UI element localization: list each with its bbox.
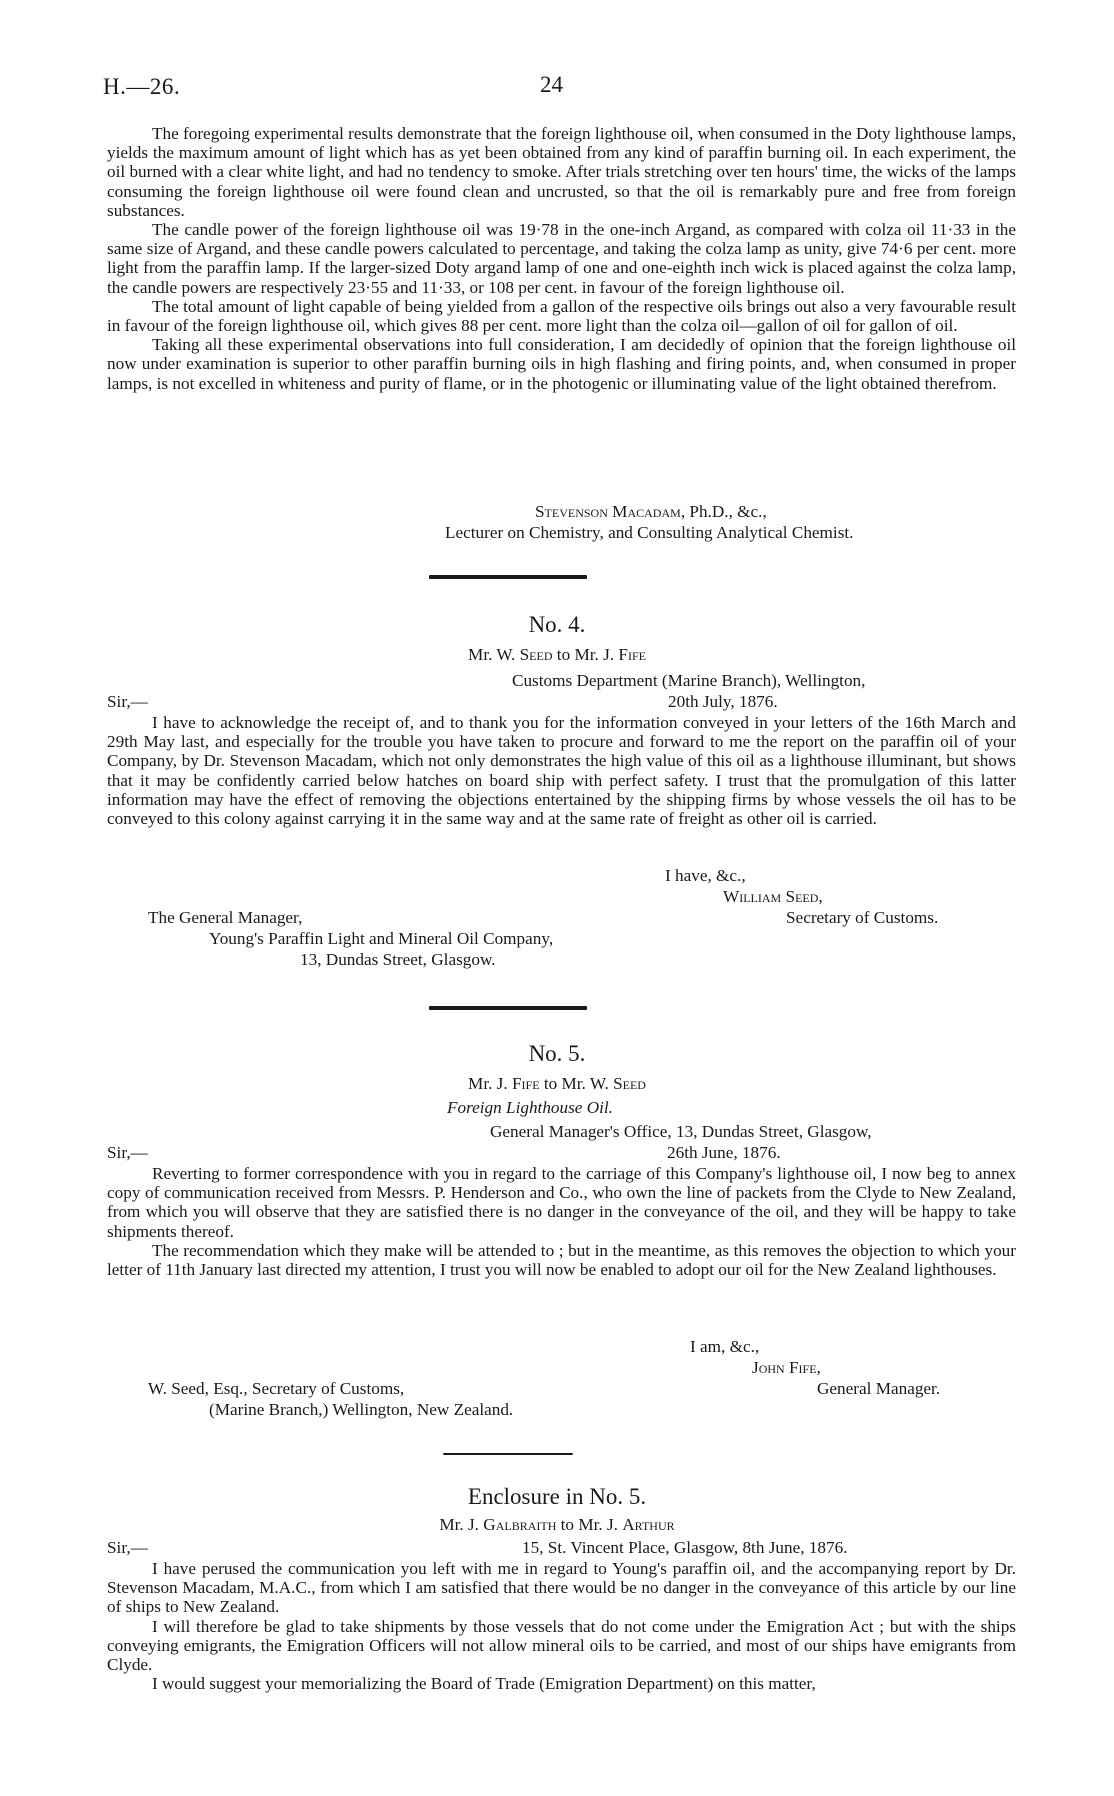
enclosure-address: 15, St. Vincent Place, Glasgow, 8th June, 1876.: [522, 1538, 848, 1557]
letter-4-paragraph: I have to acknowledge the receipt of, and to thank you for the information conveyed in your letters of the 16th March and 29th May last, and especially for the trouble you have taken to procure and forward to me the report on the paraffin oil of your Company, by Dr. Stevenson Macadam, which not only demonstrates the high value of this oil as a lighthouse illuminant, but shows that it may be confidently carried below hatches on board ship with perfect safety. I trust that the promulgation of this latter information may have the effect of removing the objections entertained by the shipping firms by whose vessels the oil has to be conveyed to this colony against carrying it in the same way and at the same rate of freight as other oil is carried.: [107, 713, 1016, 829]
letter-5-body: [107, 1164, 1016, 1279]
report-text: [107, 124, 1016, 393]
page-number: 24: [540, 72, 563, 97]
report-paragraph: The total amount of light capable of being yielded from a gallon of the respective oils brings out also a very favourable result in favour of the foreign lighthouse oil, which gives 88 per cent. more light than the colza oil—gallon of oil for gallon of oil.: [107, 296, 1016, 336]
enclosure-body: [107, 1559, 1016, 1693]
letter-4-addressee-line: 13, Dundas Street, Glasgow.: [300, 950, 496, 969]
section-divider: [429, 575, 587, 579]
report-paragraph: Taking all these experimental observations into full consideration, I am decidedly of opinion that the foreign lighthouse oil now under examination is superior to other paraffin burning oils in high flashing and firing points, and, when consumed in proper lamps, is not excelled in whiteness and purity of flame, or in the photogenic or illuminating value of the light obtained therefrom.: [107, 335, 1016, 393]
enclosure-heading: Enclosure in No. 5.: [467, 1484, 647, 1509]
letter-4-closing: I have, &c.,: [665, 866, 746, 885]
letter-4-body: [107, 713, 1016, 828]
letter-5-paragraph: Reverting to former correspondence with you in regard to the carriage of this Company's lighthouse oil, I now beg to annex copy of communication received from Messrs. P. Henderson and Co., who own the line of packets from the Clyde to New Zealand, from which you will observe that they are satisfied there is no danger in the conveyance of the oil, and they will be happy to take shipments thereof.: [107, 1164, 1016, 1241]
letter-4-address: Customs Department (Marine Branch), Wellington,: [512, 671, 866, 690]
letter-5-salutation: Sir,—: [107, 1143, 148, 1162]
report-signature-degree: , Ph.D., &c.,: [680, 502, 767, 521]
letter-5-date: 26th June, 1876.: [667, 1143, 781, 1162]
enclosure-paragraph: I have perused the communication you left with me in regard to Young's paraffin oil, and the accompanying report by Dr. Stevenson Macadam, M.A.C., from which I am satisfied that there would be no danger in the conveyance of this article by our line of ships to New Zealand.: [107, 1559, 1016, 1617]
enclosure-paragraph: I will therefore be glad to take shipments by those vessels that do not come under the Emigration Act ; but with the ships conveying emigrants, the Emigration Officers will not allow mineral oils to be carried, and most of our ships have emigrants from Clyde.: [107, 1616, 1016, 1675]
report-signature: [535, 502, 767, 521]
enclosure-paragraph: I would suggest your memorializing the Board of Trade (Emigration Department) on this matter,: [152, 1674, 816, 1694]
letter-4-signer-title: Secretary of Customs.: [786, 908, 939, 927]
letter-5-heading: No. 5.: [528, 1041, 586, 1066]
report-signature-name: Stevenson Macadam: [535, 502, 681, 521]
letter-5-addressee-line: W. Seed, Esq., Secretary of Customs,: [148, 1379, 405, 1398]
report-paragraph: The candle power of the foreign lighthouse oil was 19·78 in the one-inch Argand, as compared with colza oil 11·33 in the same size of Argand, and these candle powers calculated to percentage, and taking the colza lamp as unity, give 74·6 per cent. more light from the paraffin lamp. If the larger-sized Doty argand lamp of one and one-eighth inch wick is placed against the colza lamp, the candle powers are respectively 23·55 and 11·33, or 108 per cent. in favour of the foreign lighthouse oil.: [107, 220, 1016, 297]
enclosure-parties: Mr. J. Galbraith to Mr. J. Arthur: [439, 1515, 675, 1534]
report-signature-title: Lecturer on Chemistry, and Consulting Analytical Chemist.: [445, 523, 854, 542]
section-divider: [429, 1006, 587, 1010]
letter-5-subject: Foreign Lighthouse Oil.: [447, 1098, 613, 1117]
letter-5-signer-title: General Manager.: [817, 1379, 941, 1398]
letter-5-addressee-line: (Marine Branch,) Wellington, New Zealand.: [209, 1400, 514, 1419]
letter-4-date: 20th July, 1876.: [668, 692, 778, 711]
letter-4-signer: William Seed,: [723, 887, 823, 906]
header-reference: H.—26.: [103, 74, 181, 99]
letter-5-address: General Manager's Office, 13, Dundas Street, Glasgow,: [490, 1122, 872, 1141]
letter-5-parties: Mr. J. Fife to Mr. W. Seed: [468, 1074, 646, 1093]
section-divider-thin: [443, 1453, 573, 1455]
letter-4-addressee-line: The General Manager,: [148, 908, 303, 927]
letter-4-salutation: Sir,—: [107, 692, 148, 711]
enclosure-salutation: Sir,—: [107, 1538, 148, 1557]
letter-4-heading: No. 4.: [528, 612, 586, 637]
report-paragraph: The foregoing experimental results demonstrate that the foreign lighthouse oil, when consumed in the Doty lighthouse lamps, yields the maximum amount of light which has as yet been obtained from any kind of paraffin burning oil. In each experiment, the oil burned with a clear white light, and had no tendency to smoke. After trials stretching over ten hours' time, the wicks of the lamps consuming the foreign lighthouse oil were found clean and uncrusted, so that the oil is remarkably pure and free from foreign substances.: [107, 124, 1016, 220]
letter-5-signer: John Fife,: [752, 1358, 821, 1377]
letter-4-addressee-line: Young's Paraffin Light and Mineral Oil Company,: [209, 929, 554, 948]
letter-5-closing: I am, &c.,: [690, 1337, 760, 1356]
letter-4-parties: Mr. W. Seed to Mr. J. Fife: [468, 645, 646, 664]
letter-5-paragraph: The recommendation which they make will be attended to ; but in the meantime, as this removes the objection to which your letter of 11th January last directed my attention, I trust you will now be enabled to adopt our oil for the New Zealand lighthouses.: [107, 1240, 1016, 1280]
